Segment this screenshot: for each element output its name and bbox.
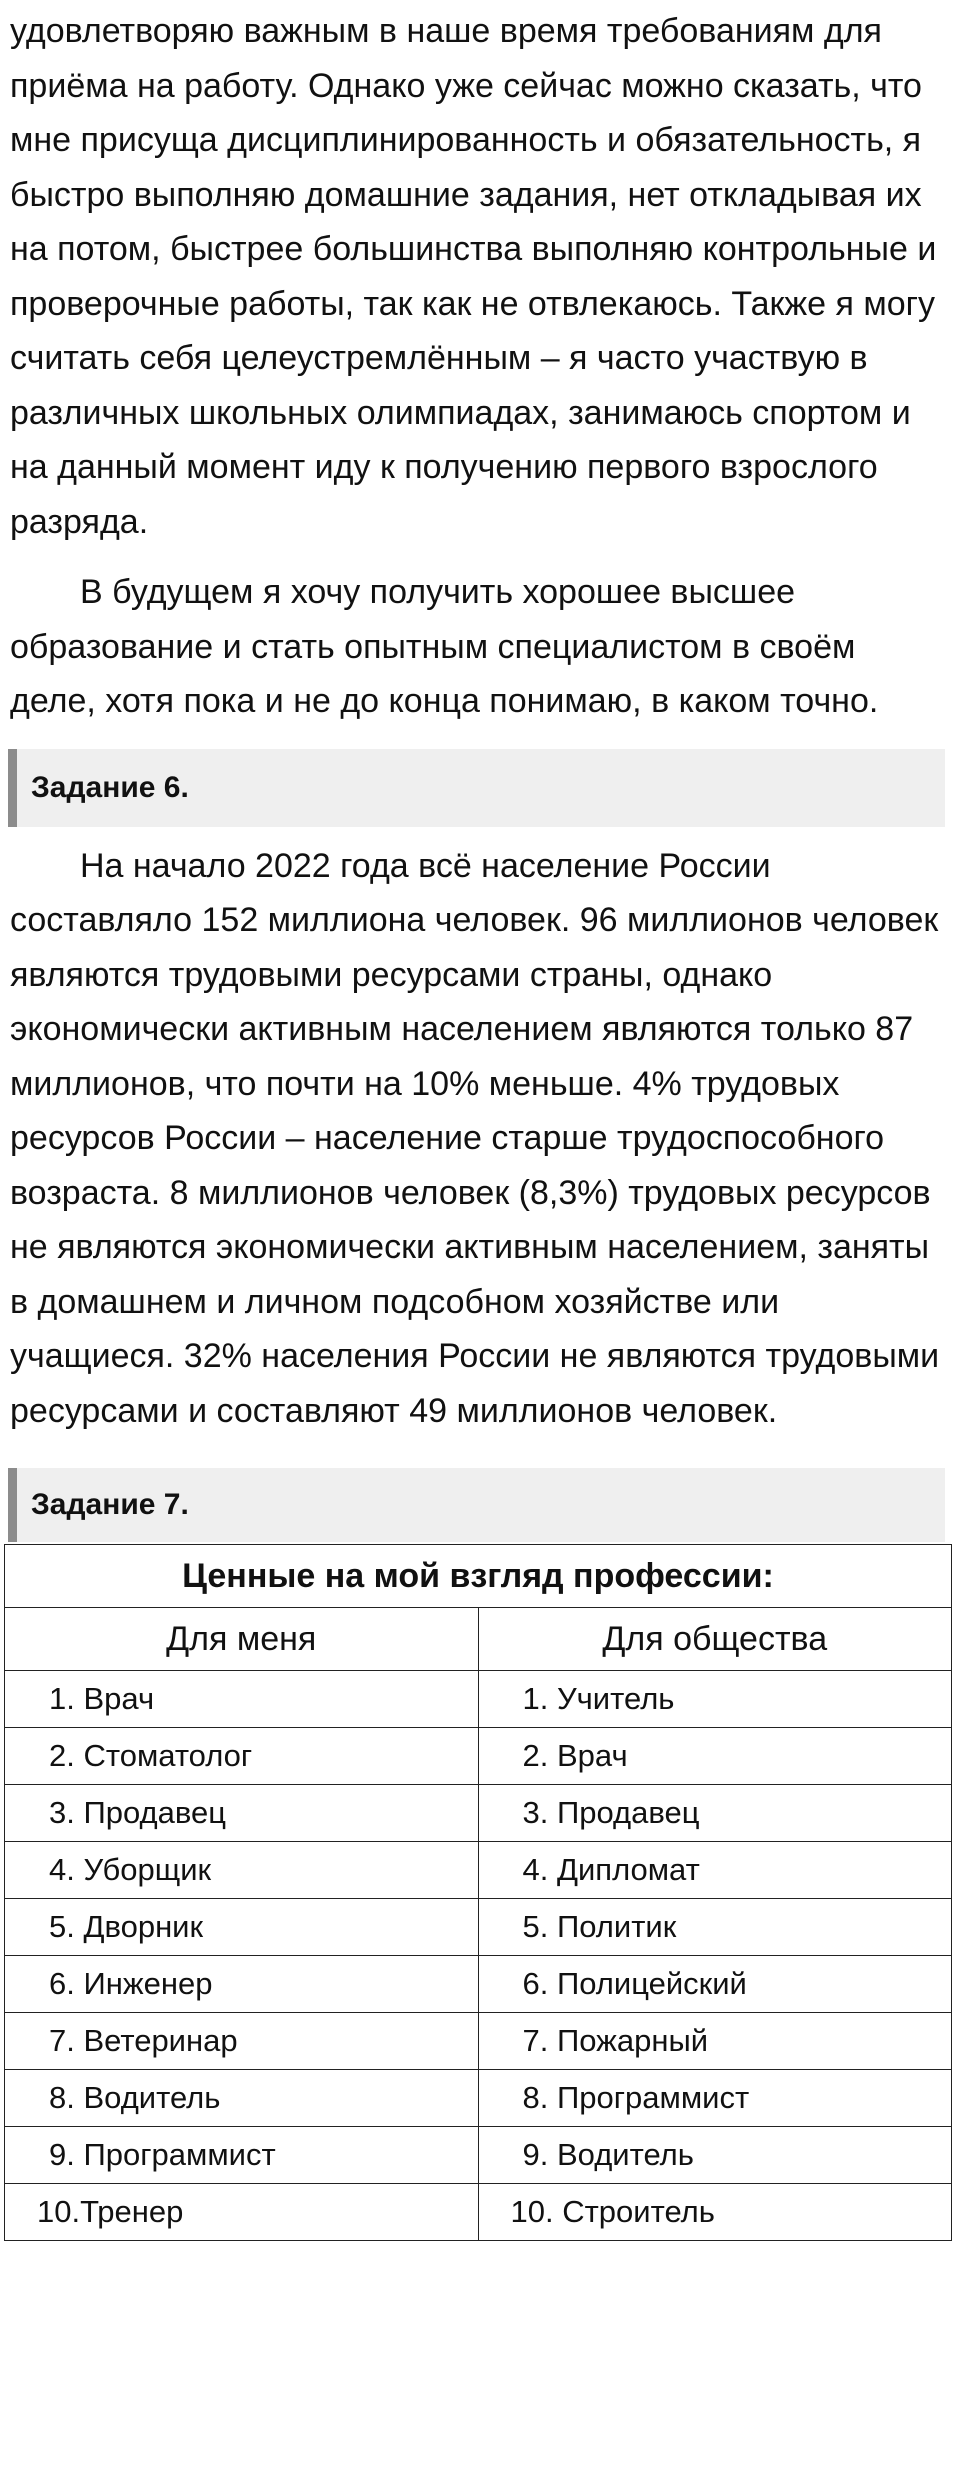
- cell-for-society: 2. Врач: [478, 1728, 952, 1785]
- cell-for-society: 9. Водитель: [478, 2127, 952, 2184]
- table-row: [5, 2184, 952, 2241]
- cell-for-society: 1. Учитель: [478, 1671, 952, 1728]
- table-row: [5, 1728, 952, 1785]
- paragraph-intro: удовлетворяю важным в наше время требованиям для приёма на работу. Однако уже сейчас можно сказать, что мне присуща дисциплинированность и обязательность, я быстро выполняю домашние задания, нет откладывая их на потом, быстрее большинства выполняю контрольные и проверочные работы, так как не отвлекаюсь. Также я могу считать себя целеустремлённым – я часто участвую в различных школьных олимпиадах, занимаюсь спортом и на данный момент иду к получению первого взрослого разряда.: [10, 12, 937, 541]
- cell-for-me: 3. Продавец: [5, 1785, 479, 1842]
- table-row: [5, 1671, 952, 1728]
- cell-for-society: 5. Политик: [478, 1899, 952, 1956]
- paragraph-spacer: [10, 549, 960, 565]
- table-header-row: [5, 1608, 952, 1671]
- paragraph-future: В будущем я хочу получить хорошее высшее образование и стать опытным специалистом в своём деле, хотя пока и не до конца понимаю, в каком точно.: [10, 573, 879, 720]
- column-header-for-me: Для меня: [5, 1608, 479, 1671]
- table-caption-row: [5, 1545, 952, 1608]
- task-6-title: Задание 6.: [31, 770, 189, 804]
- cell-for-me: 10.Тренер: [5, 2184, 479, 2241]
- cell-for-society: 7. Пожарный: [478, 2013, 952, 2070]
- table-row: [5, 1785, 952, 1842]
- table-caption: Ценные на мой взгляд профессии:: [5, 1545, 952, 1608]
- task-7-title: Задание 7.: [31, 1488, 189, 1521]
- cell-for-me: 6. Инженер: [5, 1956, 479, 2013]
- cell-for-me: 7. Ветеринар: [5, 2013, 479, 2070]
- table-row: [5, 1842, 952, 1899]
- table-row: [5, 2013, 952, 2070]
- column-header-for-society: Для общества: [478, 1608, 952, 1671]
- cell-for-me: 8. Водитель: [5, 2070, 479, 2127]
- cell-for-me: 4. Уборщик: [5, 1842, 479, 1899]
- cell-for-society: 6. Полицейский: [478, 1956, 952, 2013]
- cell-for-me: 5. Дворник: [5, 1899, 479, 1956]
- table-row: [5, 1956, 952, 2013]
- table-row: [5, 1899, 952, 1956]
- cell-for-society: 3. Продавец: [478, 1785, 952, 1842]
- professions-table: [4, 1544, 952, 2241]
- cell-for-me: 9. Программист: [5, 2127, 479, 2184]
- table-row: [5, 2070, 952, 2127]
- cell-for-society: 4. Дипломат: [478, 1842, 952, 1899]
- cell-for-society: 10. Строитель: [478, 2184, 952, 2241]
- cell-for-me: 2. Стоматолог: [5, 1728, 479, 1785]
- task-6-text: На начало 2022 года всё население России составляло 152 миллиона человек. 96 миллионов человек являются трудовыми ресурсами страны, однако экономически активным населением являются только 87 миллионов, что почти на 10% меньше. 4% трудовых ресурсов России – население старше трудоспособного возраста. 8 миллионов человек (8,3%) трудовых ресурсов не являются экономически активным населением, заняты в домашнем и личном подсобном хозяйстве или учащиеся. 32% населения России не являются трудовыми ресурсами и составляют 49 миллионов человек.: [10, 846, 940, 1430]
- cell-for-society: 8. Программист: [478, 2070, 952, 2127]
- task-6-header: [8, 749, 945, 827]
- task-7-header: [8, 1468, 945, 1542]
- cell-for-me: 1. Врач: [5, 1671, 479, 1728]
- table-row: [5, 2127, 952, 2184]
